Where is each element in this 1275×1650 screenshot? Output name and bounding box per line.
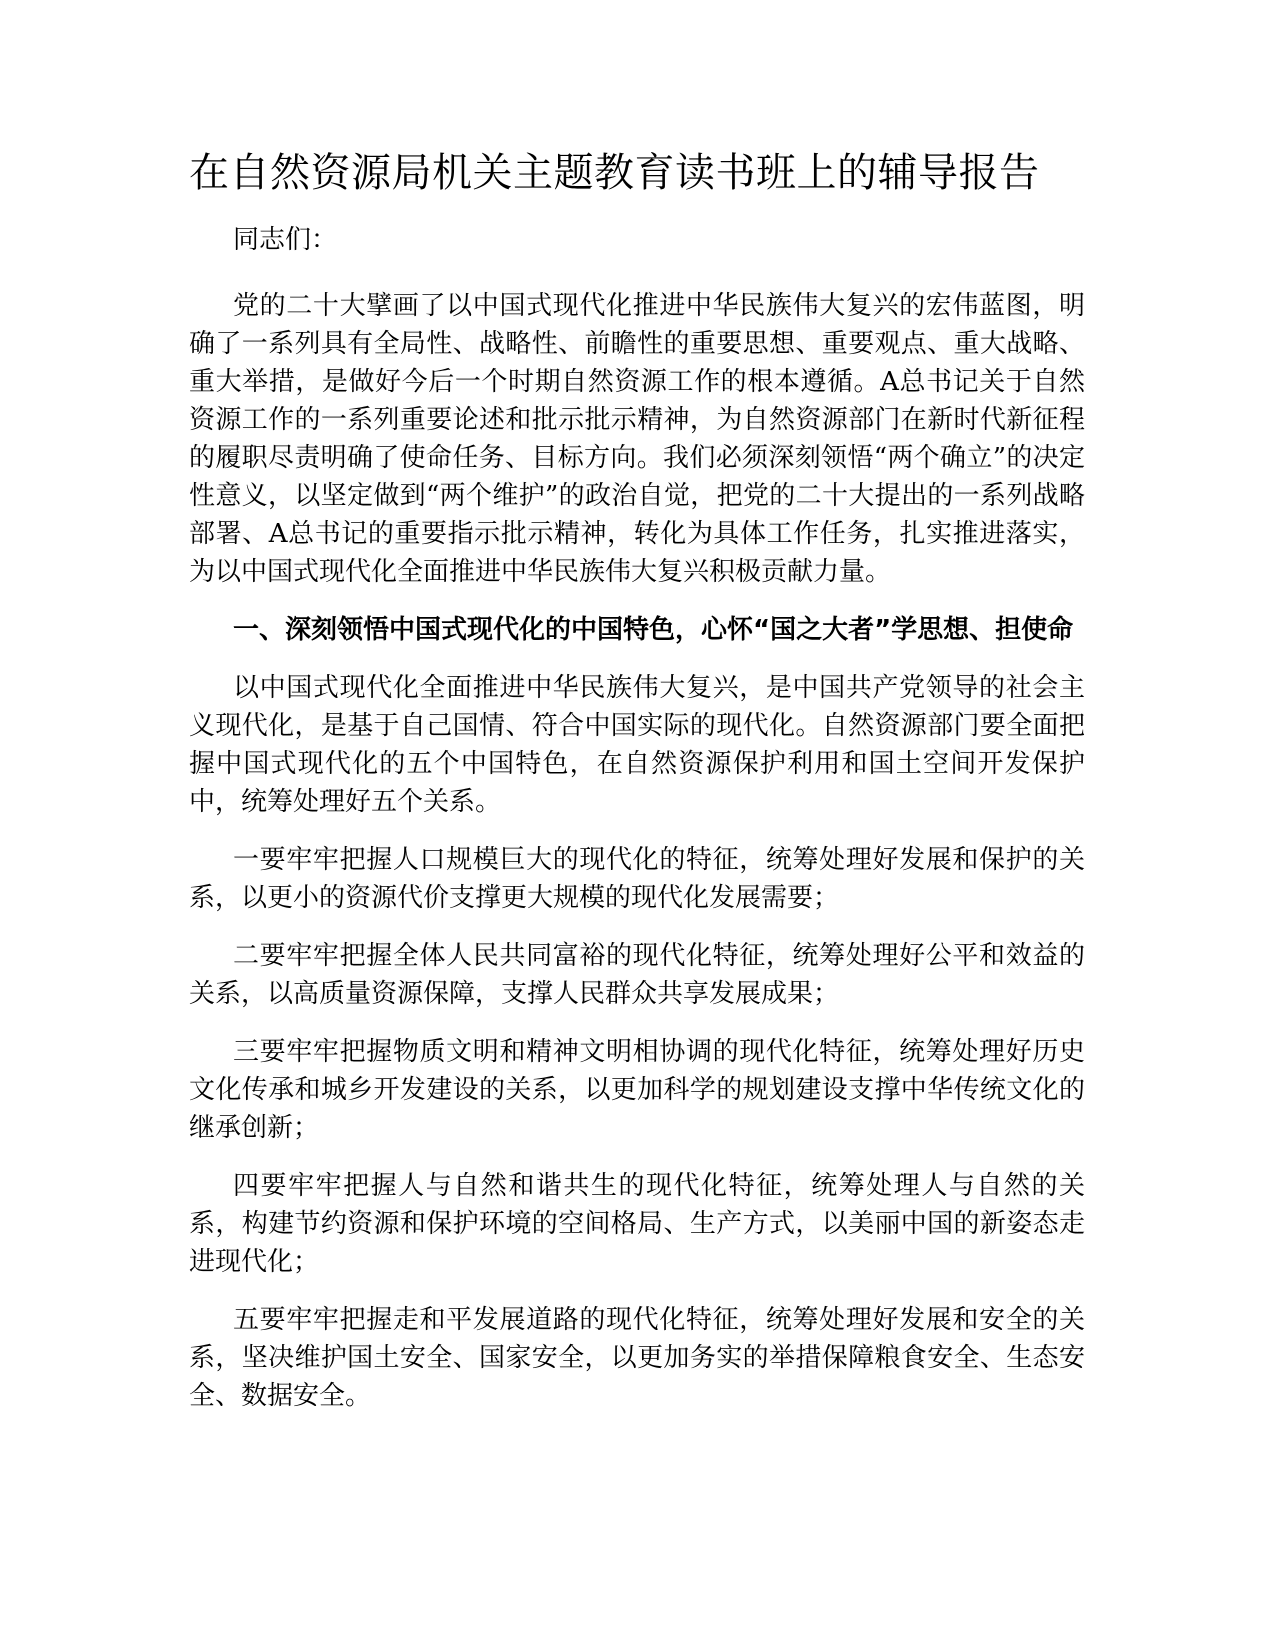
section1-item-5: 五要牢牢把握走和平发展道路的现代化特征，统筹处理好发展和安全的关系，坚决维护国土安全、国家安全，以更加务实的举措保障粮食安全、生态安全、数据安全。 bbox=[189, 1305, 1085, 1411]
section1-paragraph: 以中国式现代化全面推进中华民族伟大复兴，是中国共产党领导的社会主义现代化，是基于自己国情、符合中国实际的现代化。自然资源部门要全面把握中国式现代化的五个中国特色，在自然资源保护利用和国土空间开发保护中，统筹处理好五个关系。 bbox=[189, 673, 1085, 817]
section1-item-1: 一要牢牢把握人口规模巨大的现代化的特征，统筹处理好发展和保护的关系，以更小的资源代价支撑更大规模的现代化发展需要； bbox=[189, 845, 1085, 913]
section1-item-4: 四要牢牢把握人与自然和谐共生的现代化特征，统筹处理人与自然的关系，构建节约资源和保护环境的空间格局、生产方式，以美丽中国的新姿态走进现代化； bbox=[189, 1171, 1085, 1277]
section1-item-3: 三要牢牢把握物质文明和精神文明相协调的现代化特征，统筹处理好历史文化传承和城乡开发建设的关系，以更加科学的规划建设支撑中华传统文化的继承创新； bbox=[189, 1037, 1085, 1143]
document-body bbox=[189, 145, 1085, 1435]
document-title: 在自然资源局机关主题教育读书班上的辅导报告 bbox=[189, 150, 1040, 196]
intro-paragraph: 党的二十大擘画了以中国式现代化推进中华民族伟大复兴的宏伟蓝图，明确了一系列具有全局性、战略性、前瞻性的重要思想、重要观点、重大战略、重大举措，是做好今后一个时期自然资源工作的根本遵循。A总书记关于自然资源工作的一系列重要论述和批示批示精神，为自然资源部门在新时代新征程的履职尽责明确了使命任务、目标方向。我们必须深刻领悟“两个确立”的决定性意义，以坚定做到“两个维护”的政治自觉，把党的二十大提出的一系列战略部署、A总书记的重要指示批示精神，转化为具体工作任务，扎实推进落实，为以中国式现代化全面推进中华民族伟大复兴积极贡献力量。 bbox=[189, 291, 1085, 587]
salutation: 同志们： bbox=[233, 225, 338, 255]
section-heading-1: 一、深刻领悟中国式现代化的中国特色，心怀“国之大者”学思想、担使命 bbox=[233, 615, 1074, 645]
section1-item-2: 二要牢牢把握全体人民共同富裕的现代化特征，统筹处理好公平和效益的关系，以高质量资源保障，支撑人民群众共享发展成果； bbox=[189, 941, 1085, 1009]
